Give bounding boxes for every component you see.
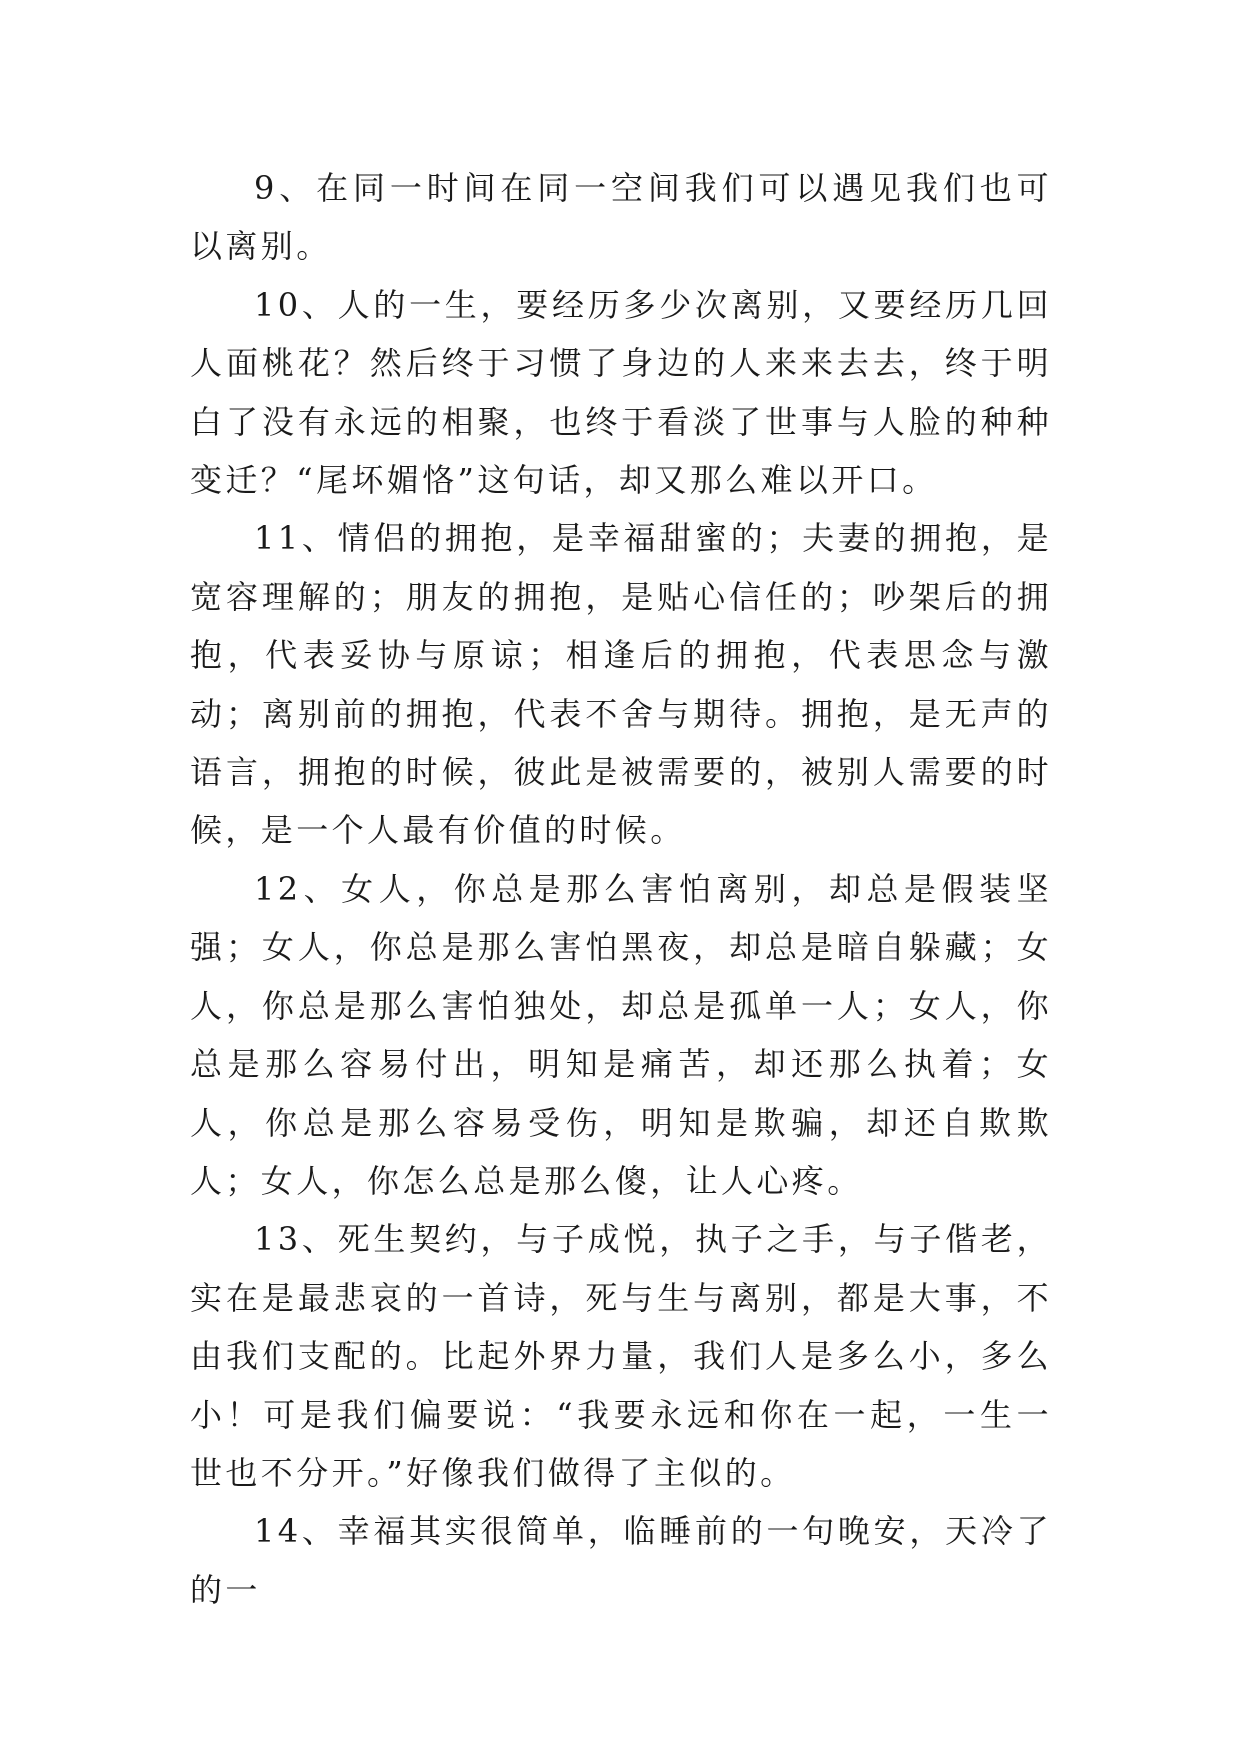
- paragraph-13: 13、死生契约，与子成悦，执子之手，与子偕老，实在是最悲哀的一首诗，死与生与离别，都是大事，不由我们支配的。比起外界力量，我们人是多么小，多么小！可是我们偏要说：“我要永远和你在一起，一生一世也不分开。”好像我们做得了主似的。: [190, 1220, 1052, 1492]
- paragraph-10: 10、人的一生，要经历多少次离别，又要经历几回人面桃花？然后终于习惯了身边的人来来去去，终于明白了没有永远的相聚，也终于看淡了世事与人脸的种种变迁？“尾坏媚恪”这句话，却又那么难以开口。: [190, 285, 1052, 500]
- paragraph-9: 9、在同一时间在同一空间我们可以遇见我们也可以离别。: [190, 169, 1052, 266]
- paragraph-12: 12、女人，你总是那么害怕离别，却总是假装坚强；女人，你总是那么害怕黑夜，却总是暗自躲藏；女人，你总是那么害怕独处，却总是孤单一人；女人，你总是那么容易付出，明知是痛苦，却还那么执着；女人，你总是那么容易受伤，明知是欺骗，却还自欺欺人；女人，你怎么总是那么傻，让人心疼。: [190, 869, 1052, 1200]
- paragraph-14: 14、幸福其实很简单，临睡前的一句晚安，天冷了的一: [190, 1512, 1052, 1609]
- document-body: [190, 159, 1052, 1619]
- paragraph-11: 11、情侣的拥抱，是幸福甜蜜的；夫妻的拥抱，是宽容理解的；朋友的拥抱，是贴心信任的；吵架后的拥抱，代表妥协与原谅；相逢后的拥抱，代表思念与激动；离别前的拥抱，代表不舍与期待。拥抱，是无声的语言，拥抱的时候，彼此是被需要的，被别人需要的时候，是一个人最有价值的时候。: [190, 519, 1052, 850]
